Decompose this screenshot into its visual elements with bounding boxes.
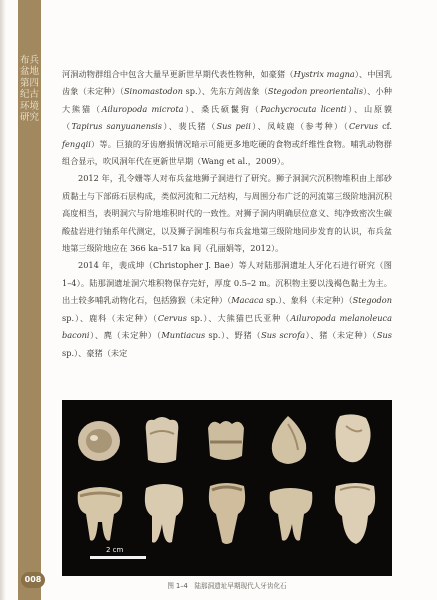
tooth-image-5 [330, 412, 376, 466]
scale-label: 2 cm [106, 546, 124, 554]
tooth-image-4 [268, 414, 310, 466]
tooth-image-6 [74, 482, 126, 544]
binding-shadow [0, 0, 6, 600]
figure-caption: 图 1–4 陆那洞遗址早期现代人牙齿化石 [167, 582, 287, 590]
running-title: 布兵盆地第四纪古环境研究 [19, 55, 39, 124]
scale-bar [90, 556, 146, 559]
paragraph-1: 河洞动物群组合中包含大量早更新世早期代表性物种，如豪猪（Hystrix magna）、中国乳齿象（未定种）（Sinomastodon sp.）、先东方剑齿象（Stegodon preorientalis）、小种大熊猫（Ailuropoda microta）、桑氏硕鬣狗（Pachycrocuta licenti）、山原貘（Tapirus sanyuanensis）、裴氏猪（Sus peii）、凤岐鹿（参考种）（Cervus cf. fengqii）等。巨猿的牙齿磨损情况暗示可能更多地吃硬的食物或纤维性食物。哺乳动物群组合显示，吹风洞年代在更新世早期（Wang et al.，2009）。 [62, 69, 392, 167]
body-text [62, 66, 392, 362]
tooth-image-10 [330, 480, 380, 546]
page-number: 008 [21, 572, 45, 588]
tooth-image-9 [266, 482, 316, 544]
tooth-image-3 [204, 416, 248, 464]
teeth-figure [62, 400, 392, 576]
tooth-image-2 [140, 414, 184, 466]
tooth-image-8 [204, 480, 250, 546]
paragraph-2: 2012 年，孔令姗等人对布兵盆地狮子洞进行了研究。狮子洞洞穴沉积物堆积由上部砂质黏土与下部砾石层构成，类似河流和二元结构，与周围分布广泛的河流第三级阶地洞沉积高度相当，表明洞穴与阶地堆积时代的一致性。对狮子洞内明确层位意义、纯净致密次生碳酸盐岩进行铀系年代测定，以及狮子洞堆积与布兵盆地第三级阶地同步发育的认识，布兵盆地第三级阶地应在 366 ka–517 ka 间（孔丽娟等，2012）。 [62, 173, 392, 254]
paragraph-3: 2014 年，裴成坤（Christopher J. Bae）等人对陆那洞遗址人牙化石进行研究（图 1–4）。陆那洞遗址洞穴堆积物保存完好，厚度 0.5–2 m。沉积物主要以浅褐色黏土为主。出土较多哺乳动物化石，包括猕猴（未定种）（Macaca sp.）、象科（未定种）（Stegodon sp.）、鹿科（未定种）（Cervus sp.）、大熊猫巴氏亚种（Ailuropoda melanoleuca baconi）、麂（未定种）（Muntiacus sp.）、野猪（Sus scrofa）、猪（未定种）（Sus sp.）、豪猪（未定 [62, 260, 392, 358]
tooth-image-1 [76, 418, 122, 464]
tooth-image-7 [140, 480, 188, 546]
